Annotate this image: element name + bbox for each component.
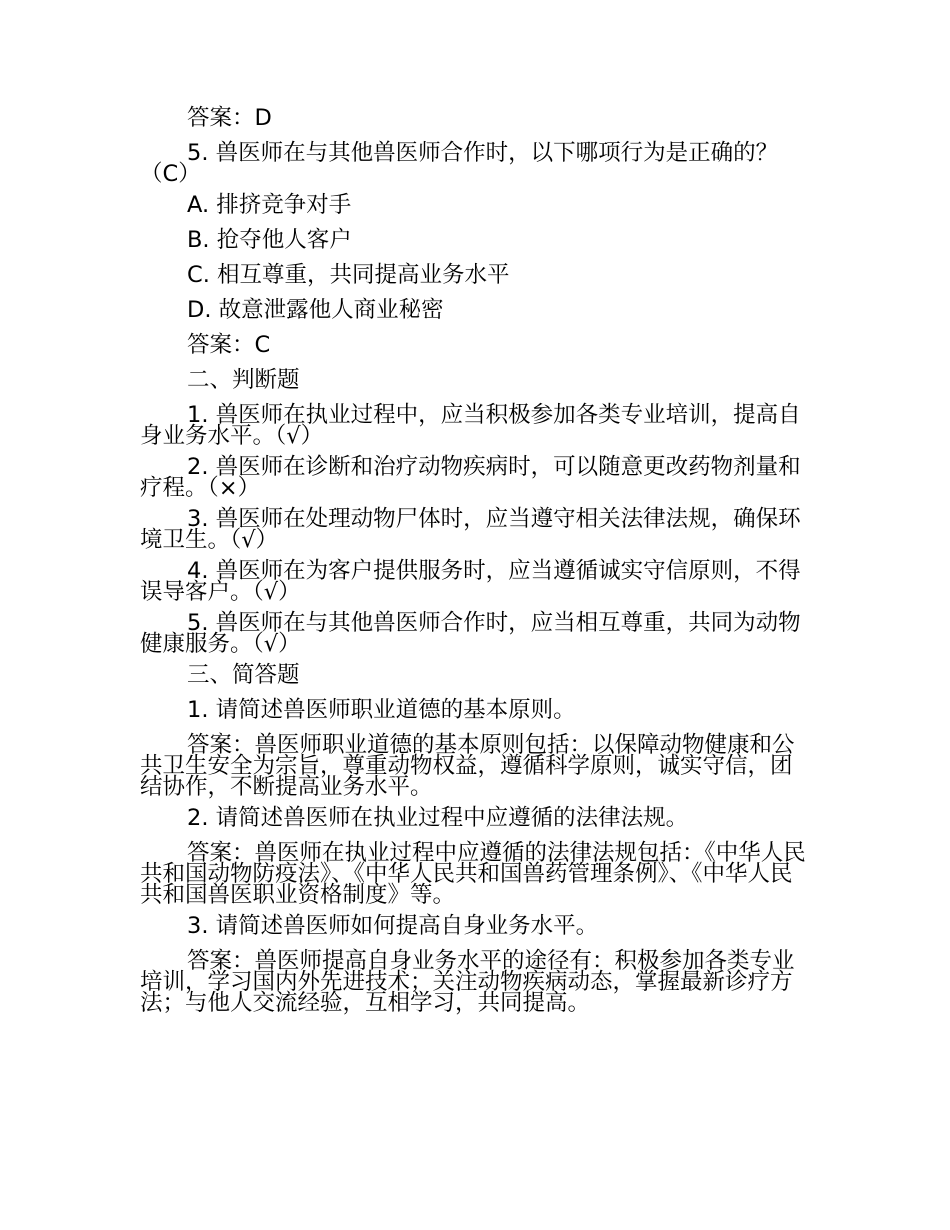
section-heading-short-answer: 三、简答题	[187, 662, 300, 688]
section-heading-true-false: 二、判断题	[187, 367, 300, 393]
short-answer-answer: 答案：兽医师在执业过程中应遵循的法律法规包括：《中华人民共和国动物防疫法》、《中华人民共和国兽药管理条例》、《中华人民共和国兽医职业资格制度》等。	[140, 840, 806, 908]
question-text: 5. 兽医师在与其他兽医师合作时，以下哪项行为是正确的？（C）	[140, 140, 779, 187]
document-body	[140, 104, 812, 1020]
option-a: A. 排挤竞争对手	[187, 192, 352, 218]
option-c: C. 相互尊重，共同提高业务水平	[187, 262, 510, 288]
answer-line: 答案：C	[187, 332, 271, 358]
option-b: B. 抢夺他人客户	[187, 227, 352, 253]
true-false-item: 3. 兽医师在处理动物尸体时，应当遵守相关法律法规，确保环境卫生。（√）	[140, 506, 801, 553]
true-false-item: 4. 兽医师在为客户提供服务时，应当遵循诚实守信原则，不得误导客户。（√）	[140, 558, 801, 605]
option-d: D. 故意泄露他人商业秘密	[187, 297, 444, 323]
true-false-item: 5. 兽医师在与其他兽医师合作时，应当相互尊重，共同为动物健康服务。（√）	[140, 610, 801, 657]
short-answer-question: 2. 请简述兽医师在执业过程中应遵循的法律法规。	[187, 805, 689, 831]
short-answer-question: 1. 请简述兽医师职业道德的基本原则。	[187, 697, 576, 723]
answer-line: 答案：D	[187, 105, 272, 131]
short-answer-question: 3. 请简述兽医师如何提高自身业务水平。	[187, 913, 599, 939]
short-answer-answer: 答案：兽医师提高自身业务水平的途径有：积极参加各类专业培训，学习国内外先进技术；关注动物疾病动态，掌握最新诊疗方法；与他人交流经验，互相学习，共同提高。	[140, 948, 795, 1016]
true-false-item: 1. 兽医师在执业过程中，应当积极参加各类专业培训，提高自身业务水平。（√）	[140, 402, 801, 449]
short-answer-answer: 答案：兽医师职业道德的基本原则包括：以保障动物健康和公共卫生安全为宗旨，尊重动物权益，遵循科学原则，诚实守信，团结协作，不断提高业务水平。	[140, 732, 795, 800]
true-false-item: 2. 兽医师在诊断和治疗动物疾病时，可以随意更改药物剂量和疗程。（×）	[140, 454, 801, 501]
